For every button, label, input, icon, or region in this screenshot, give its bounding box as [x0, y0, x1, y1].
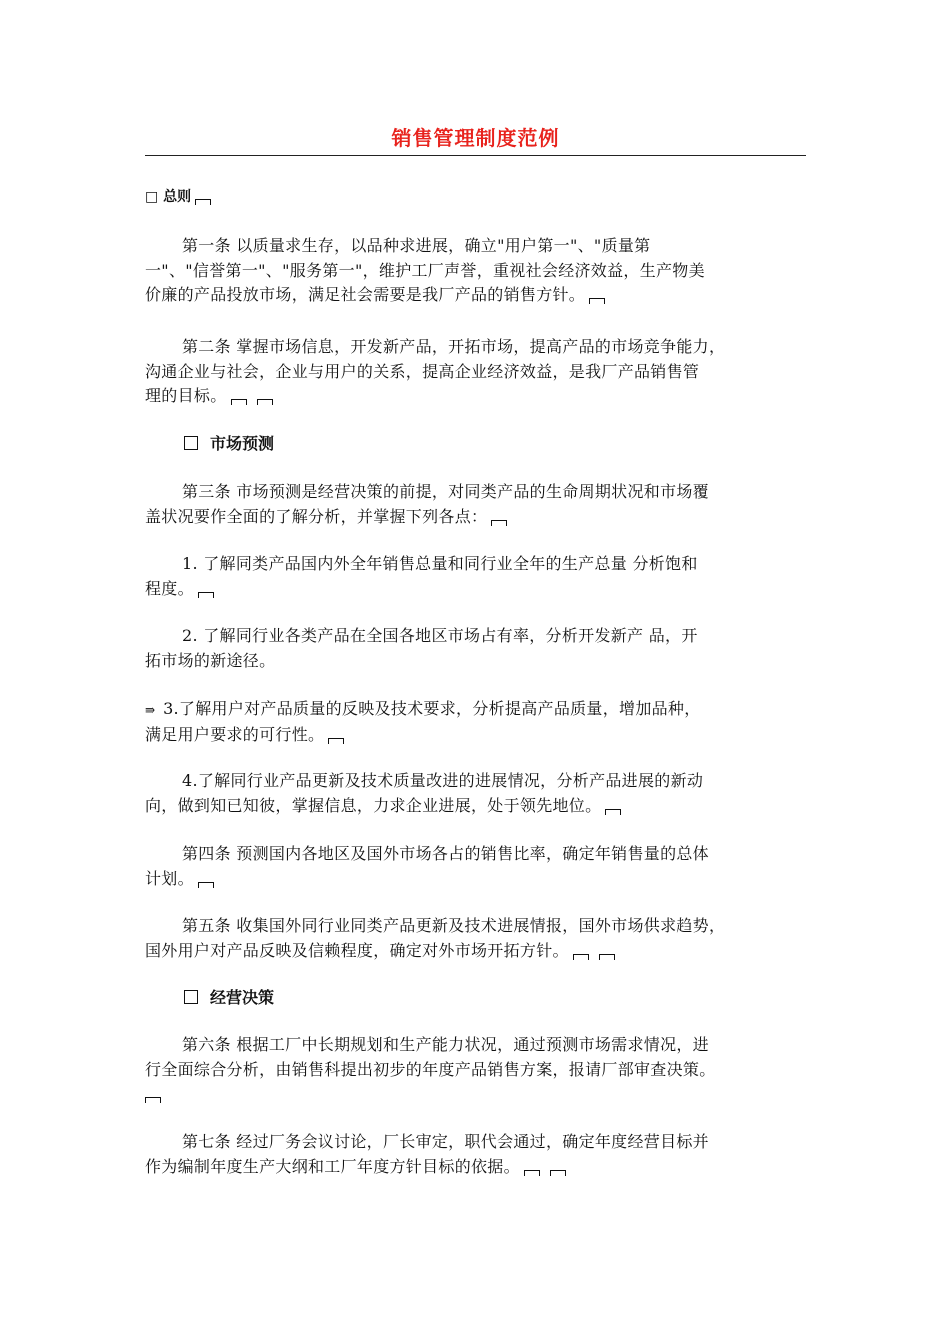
- text-line: 满足用户要求的可行性。: [145, 724, 325, 744]
- paragraph-mark-icon: [599, 954, 615, 960]
- section-heading-label: □ 总则: [145, 189, 192, 205]
- text-line: 行全面综合分析，由销售科提出初步的年度产品销售方案，报请厂部审查决策。: [145, 1059, 716, 1079]
- text-line: 沟通企业与社会，企业与用户的关系，提高企业经济效益，是我厂产品销售管: [145, 361, 700, 381]
- text-line: 第一条 以质量求生存，以品种求进展，确立"用户第一"、"质量第: [182, 236, 651, 255]
- text-line: 理的目标。: [145, 386, 227, 405]
- paragraph-mark-icon: [145, 1097, 161, 1103]
- text-line: 拓市场的新途径。: [145, 650, 276, 670]
- text-line: 作为编制年度生产大纲和工厂年度方针目标的依据。: [145, 1156, 520, 1176]
- list-lead-icon: ⇛: [145, 703, 156, 717]
- article-7: [145, 1130, 810, 1179]
- section-heading-label: 市场预测: [210, 434, 275, 453]
- paragraph-mark-icon: [195, 199, 211, 205]
- section-heading-general: [145, 185, 211, 209]
- paragraph-mark-icon: [605, 809, 621, 815]
- list-item-3: [145, 697, 810, 747]
- checkbox-square-icon: [184, 436, 198, 450]
- article-3: [145, 480, 810, 529]
- text-line: 第二条 掌握市场信息，开发新产品，开拓市场，提高产品的市场竞争能力，: [182, 337, 726, 356]
- document-title: 销售管理制度范例: [391, 126, 560, 150]
- text-line: 向，做到知已知彼，掌握信息，力求企业进展，处于领先地位。: [145, 795, 602, 815]
- article-2: [145, 335, 810, 409]
- text-line: 第四条 预测国内各地区及国外市场各占的销售比率，确定年销售量的总体: [182, 844, 709, 863]
- text-line: 计划。: [145, 868, 194, 888]
- article-6: [145, 1033, 810, 1107]
- text-line: 3.了解用户对产品质量的反映及技术要求，分析提高产品质量，增加品种，: [163, 699, 701, 718]
- paragraph-mark-icon: [198, 592, 214, 598]
- text-line: 第七条 经过厂务会议讨论，厂长审定，职代会通过，确定年度经营目标并: [182, 1132, 709, 1151]
- text-line: 第三条 市场预测是经营决策的前提，对同类产品的生命周期状况和市场覆: [182, 482, 709, 501]
- text-line: 2. 了解同行业各类产品在全国各地区市场占有率，分析开发新产 品，开: [182, 626, 698, 645]
- article-4: [145, 842, 810, 891]
- text-line: 国外用户对产品反映及信赖程度，确定对外市场开拓方针。: [145, 940, 569, 960]
- section-heading-decision: [184, 986, 274, 1010]
- article-5: [145, 914, 810, 963]
- paragraph-mark-icon: [328, 738, 344, 744]
- paragraph-mark-icon: [524, 1170, 540, 1176]
- paragraph-mark-icon: [231, 399, 247, 405]
- title-divider: [145, 155, 806, 156]
- text-line: 价廉的产品投放市场，满足社会需要是我厂产品的销售方针。: [145, 285, 586, 304]
- list-item-4: [145, 769, 810, 818]
- list-item-2: [145, 624, 810, 673]
- paragraph-mark-icon: [257, 399, 273, 405]
- paragraph-mark-icon: [491, 520, 507, 526]
- paragraph-mark-icon: [198, 882, 214, 888]
- text-line: 第五条 收集国外同行业同类产品更新及技术进展情报，国外市场供求趋势，: [182, 916, 726, 935]
- text-line: 程度。: [145, 578, 194, 598]
- section-heading-label: 经营决策: [210, 988, 275, 1007]
- list-item-1: [145, 552, 810, 601]
- text-line: 1. 了解同类产品国内外全年销售总量和同行业全年的生产总量 分析饱和: [182, 554, 698, 573]
- paragraph-mark-icon: [589, 298, 605, 304]
- text-line: 一"、"信誉第一"、"服务第一"，维护工厂声誉，重视社会经济效益，生产物美: [145, 260, 705, 280]
- article-1: [145, 234, 810, 308]
- text-line: 4.了解同行业产品更新及技术质量改进的进展情况，分析产品进展的新动: [182, 771, 704, 790]
- paragraph-mark-icon: [573, 954, 589, 960]
- text-line: 第六条 根据工厂中长期规划和生产能力状况，通过预测市场需求情况，进: [182, 1035, 709, 1054]
- section-heading-forecast: [184, 432, 274, 456]
- text-line: 盖状况要作全面的了解分析，并掌握下列各点：: [145, 506, 488, 526]
- paragraph-mark-icon: [550, 1170, 566, 1176]
- checkbox-square-icon: [184, 990, 198, 1004]
